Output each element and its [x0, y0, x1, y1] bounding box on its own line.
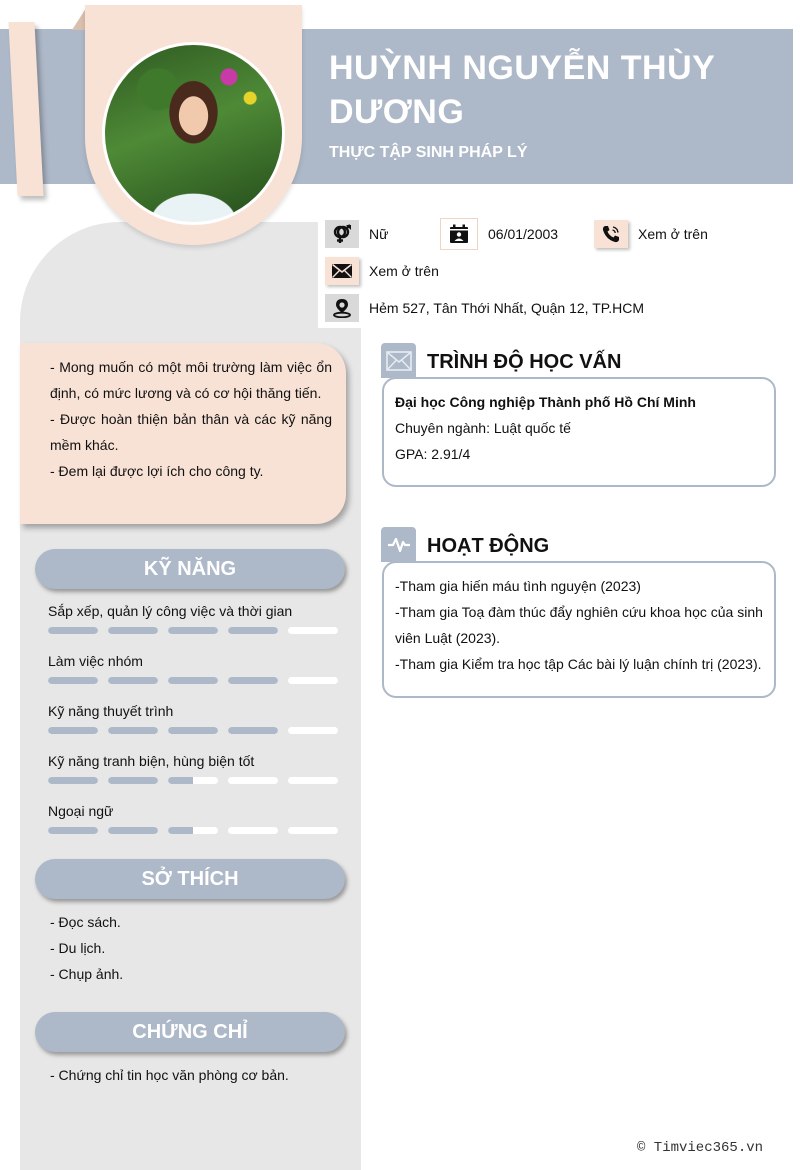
career-objective — [20, 343, 346, 524]
rating-fill — [168, 827, 193, 834]
rating-fill — [168, 727, 218, 734]
rating-fill — [48, 627, 98, 634]
skill-rating — [48, 627, 348, 634]
skill-name: Ngoại ngữ — [48, 803, 114, 819]
skill-rating — [48, 777, 348, 784]
rating-segment — [288, 777, 338, 784]
education-box — [382, 377, 776, 487]
activity-item: -Tham gia Toạ đàm thúc đẩy nghiên cứu khoa học của sinh viên Luật (2023). — [395, 604, 763, 646]
certificate-item: - Chứng chỉ tin học văn phòng cơ bản. — [50, 1067, 289, 1083]
rating-segment — [228, 677, 278, 684]
rating-segment — [228, 827, 278, 834]
major: Chuyên ngành: Luật quốc tế — [395, 420, 571, 436]
skill-name: Làm việc nhóm — [48, 653, 143, 669]
rating-fill — [48, 827, 98, 834]
job-title: THỰC TẬP SINH PHÁP LÝ — [329, 144, 528, 161]
birthday-value: 06/01/2003 — [488, 226, 559, 242]
rating-fill — [48, 777, 98, 784]
rating-fill — [108, 677, 158, 684]
rating-fill — [228, 677, 278, 684]
skill-item — [48, 603, 348, 634]
skills-heading: KỸ NĂNG — [35, 549, 345, 589]
certificates-heading: CHỨNG CHỈ — [35, 1012, 345, 1052]
rating-segment — [288, 677, 338, 684]
skill-item — [48, 803, 348, 834]
rating-segment — [168, 777, 218, 784]
education-heading — [381, 343, 621, 378]
objective-line: - Mong muốn có một môi trường làm việc ổn định, có mức lương và có cơ hội thăng tiến. — [50, 359, 332, 401]
hobby-item: - Du lịch. — [50, 940, 106, 956]
hobbies-heading: SỞ THÍCH — [35, 859, 345, 899]
profile-photo — [102, 42, 285, 225]
rating-fill — [228, 727, 278, 734]
activities-box — [382, 561, 776, 698]
rating-segment — [108, 677, 158, 684]
location-icon — [325, 294, 359, 322]
skill-item — [48, 653, 348, 684]
rating-fill — [228, 627, 278, 634]
rating-segment — [48, 627, 98, 634]
rating-fill — [108, 727, 158, 734]
activities-heading — [381, 527, 549, 562]
pulse-icon — [381, 527, 416, 562]
objective-line: - Đem lại được lợi ích cho công ty. — [50, 463, 264, 479]
activity-item: -Tham gia hiến máu tình nguyện (2023) — [395, 578, 641, 594]
contact-phone — [594, 220, 708, 248]
rating-segment — [288, 627, 338, 634]
mail-icon — [325, 257, 359, 285]
calendar-icon — [440, 218, 478, 250]
skill-name: Kỹ năng thuyết trình — [48, 703, 174, 719]
rating-segment — [168, 827, 218, 834]
rating-segment — [108, 827, 158, 834]
school-name: Đại học Công nghiệp Thành phố Hồ Chí Minh — [395, 394, 696, 410]
rating-segment — [108, 627, 158, 634]
rating-segment — [108, 727, 158, 734]
phone-icon — [594, 220, 628, 248]
rating-segment — [48, 727, 98, 734]
hobby-item: - Đọc sách. — [50, 914, 121, 930]
gender-icon — [325, 220, 359, 248]
candidate-name: HUỲNH NGUYỄN THÙY DƯƠNG — [329, 49, 715, 131]
rating-fill — [108, 827, 158, 834]
rating-fill — [48, 727, 98, 734]
hobby-item: - Chụp ảnh. — [50, 966, 124, 982]
rating-segment — [168, 727, 218, 734]
rating-fill — [108, 627, 158, 634]
rating-segment — [108, 777, 158, 784]
hobbies-list — [50, 909, 123, 987]
gpa: GPA: 2.91/4 — [395, 446, 471, 462]
skill-name: Sắp xếp, quản lý công việc và thời gian — [48, 603, 293, 619]
skill-rating — [48, 827, 348, 834]
rating-segment — [168, 627, 218, 634]
rating-fill — [168, 627, 218, 634]
education-title: TRÌNH ĐỘ HỌC VẤN — [427, 351, 622, 373]
phone-value: Xem ở trên — [638, 226, 708, 242]
rating-segment — [48, 827, 98, 834]
activity-item: -Tham gia Kiểm tra học tập Các bài lý luận chính trị (2023). — [395, 656, 762, 672]
certificates-list — [50, 1062, 289, 1088]
rating-segment — [48, 777, 98, 784]
skill-item — [48, 753, 348, 784]
rating-segment — [48, 677, 98, 684]
rating-fill — [108, 777, 158, 784]
rating-segment — [288, 727, 338, 734]
skill-rating — [48, 677, 348, 684]
rating-segment — [168, 677, 218, 684]
activities-title: HOẠT ĐỘNG — [427, 535, 550, 557]
rating-fill — [168, 777, 193, 784]
rating-segment — [228, 627, 278, 634]
skill-name: Kỹ năng tranh biện, hùng biện tốt — [48, 753, 255, 769]
rating-segment — [228, 727, 278, 734]
contact-email — [325, 257, 439, 285]
mail-icon — [381, 343, 416, 378]
objective-line: - Được hoàn thiện bản thân và các kỹ năng mềm khác. — [50, 411, 332, 453]
address-value: Hẻm 527, Tân Thới Nhất, Quận 12, TP.HCM — [369, 300, 645, 316]
gender-value: Nữ — [369, 226, 389, 242]
rating-fill — [168, 677, 218, 684]
contact-birthday — [440, 218, 558, 250]
footer-copyright: © Timviec365.vn — [637, 1140, 764, 1156]
contact-gender — [325, 220, 388, 248]
email-value: Xem ở trên — [369, 263, 439, 279]
rating-segment — [228, 777, 278, 784]
skill-rating — [48, 727, 348, 734]
contact-address — [325, 294, 644, 322]
skill-item — [48, 703, 348, 734]
rating-fill — [48, 677, 98, 684]
rating-segment — [288, 827, 338, 834]
